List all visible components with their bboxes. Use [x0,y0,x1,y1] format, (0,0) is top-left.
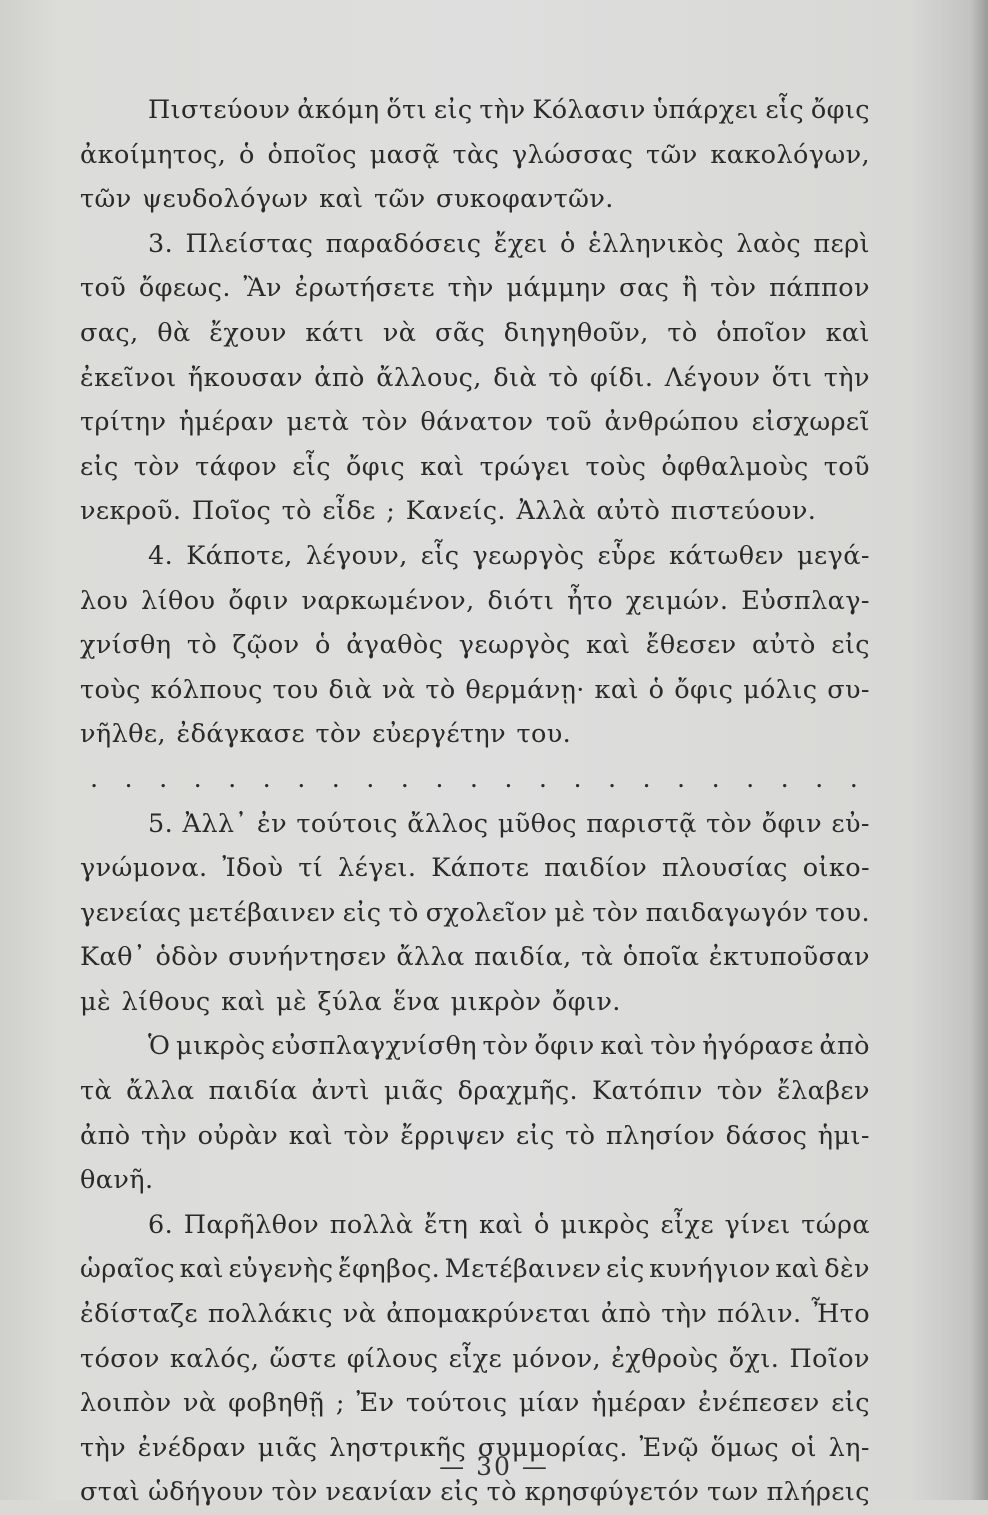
text-line: νεκροῦ. Ποῖος τὸ εἶδε ; Κανείς. Ἀλλὰ αὐτὸ πιστεύουν. [80,489,870,534]
page-text [80,88,870,1515]
text-line: τῶν ψευδολόγων καὶ τῶν συκοφαντῶν. [80,177,870,222]
text-line: γνώμονα. Ἰδοὺ τί λέγει. Κάποτε παιδίον πλουσίας οἰκο- [80,846,870,891]
text-line: ἀκοίμητος, ὁ ὁποῖος μασᾷ τὰς γλώσσας τῶν κακολόγων, [80,133,870,178]
paragraph-p1 [80,88,870,222]
text-line: ἐκεῖνοι ἤκουσαν ἀπὸ ἄλλους, διὰ τὸ φίδι. Λέγουν ὅτι τὴν [80,356,870,401]
text-line: 3. Πλείστας παραδόσεις ἔχει ὁ ἑλληνικὸς λαὸς περὶ [80,222,870,267]
text-line: τοὺς κόλπους του διὰ νὰ τὸ θερμάνῃ· καὶ ὁ ὄφις μόλις συ- [80,668,870,713]
text-line: σταὶ ὡδήγουν τὸν νεανίαν εἰς τὸ κρησφύγετόν των πλήρεις [80,1470,870,1515]
text-line: 5. Ἀλλ᾽ ἐν τούτοις ἄλλος μῦθος παριστᾷ τὸν ὄφιν εὐ- [80,802,870,847]
text-line: τόσον καλός, ὥστε φίλους εἶχε μόνον, ἐχθροὺς ὄχι. Ποῖον [80,1337,870,1382]
text-line: τὰ ἄλλα παιδία ἀντὶ μιᾶς δραχμῆς. Κατόπιν τὸν ἔλαβεν [80,1069,870,1114]
paragraph-p5b [80,1024,870,1202]
text-line: εἰς τὸν τάφον εἷς ὄφις καὶ τρώγει τοὺς ὀφθαλμοὺς τοῦ [80,445,870,490]
paragraph-p3 [80,222,870,534]
paragraphs-before-ellipsis [80,88,870,757]
text-line: λοιπὸν νὰ φοβηθῇ ; Ἐν τούτοις μίαν ἡμέραν ἐνέπεσεν εἰς [80,1381,870,1426]
text-line: γενείας μετέβαινεν εἰς τὸ σχολεῖον μὲ τὸν παιδαγωγόν του. [80,891,870,936]
text-line: τοῦ ὄφεως. Ἂν ἐρωτήσετε τὴν μάμμην σας ἢ τὸν πάππον [80,266,870,311]
text-line: τὴν ἐνέδραν μιᾶς ληστρικῆς συμμορίας. Ἐνῷ ὅμως οἱ λη- [80,1426,870,1471]
text-line: ὡραῖος καὶ εὐγενὴς ἔφηβος. Μετέβαινεν εἰς κυνήγιον καὶ δὲν [80,1247,870,1292]
text-line: θανῆ. [80,1158,870,1203]
text-line: μὲ λίθους καὶ μὲ ξύλα ἕνα μικρὸν ὄφιν. [80,980,870,1025]
paragraph-p5 [80,802,870,1025]
ellipsis-line: . . . . . . . . . . . . . . . . . . . . . . . [80,757,870,802]
text-line: τρίτην ἡμέραν μετὰ τὸν θάνατον τοῦ ἀνθρώπου εἰσχωρεῖ [80,400,870,445]
text-line: νῆλθε, ἐδάγκασε τὸν εὐεργέτην του. [80,712,870,757]
text-line: ἐδίσταζε πολλάκις νὰ ἀπομακρύνεται ἀπὸ τὴν πόλιν. Ἦτο [80,1292,870,1337]
text-line: Ὁ μικρὸς εὐσπλαγχνίσθη τὸν ὄφιν καὶ τὸν ἠγόρασε ἀπὸ [80,1024,870,1069]
text-line: σας, θὰ ἔχουν κάτι νὰ σᾶς διηγηθοῦν, τὸ ὁποῖον καὶ [80,311,870,356]
paragraph-p4 [80,534,870,757]
text-line: Πιστεύουν ἀκόμη ὅτι εἰς τὴν Κόλασιν ὑπάρχει εἷς ὄφις [80,88,870,133]
page-edge-shadow [970,0,988,1500]
text-line: 6. Παρῆλθον πολλὰ ἔτη καὶ ὁ μικρὸς εἶχε γίνει τώρα [80,1203,870,1248]
text-line: 4. Κάποτε, λέγουν, εἷς γεωργὸς εὗρε κάτωθεν μεγά- [80,534,870,579]
text-line: ἀπὸ τὴν οὐρὰν καὶ τὸν ἔρριψεν εἰς τὸ πλησίον δάσος ἡμι- [80,1114,870,1159]
page-number: — 30 — [0,1452,988,1481]
text-line: λου λίθου ὄφιν ναρκωμένον, διότι ἦτο χειμών. Εὐσπλαγ- [80,579,870,624]
text-line: Καθ᾽ ὁδὸν συνήντησεν ἄλλα παιδία, τὰ ὁποῖα ἐκτυποῦσαν [80,935,870,980]
paragraphs-after-ellipsis [80,802,870,1515]
text-line: χνίσθη τὸ ζῷον ὁ ἀγαθὸς γεωργὸς καὶ ἔθεσεν αὐτὸ εἰς [80,623,870,668]
